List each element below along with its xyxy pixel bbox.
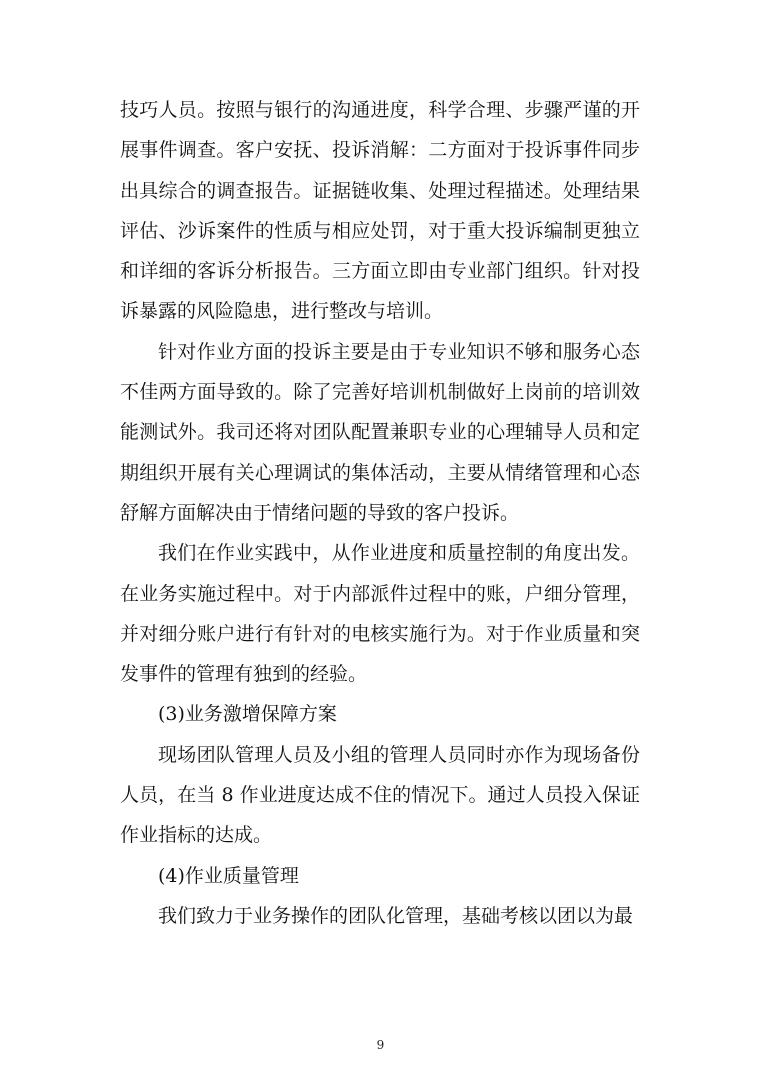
document-body	[120, 90, 640, 936]
paragraph-operation-practice: 我们在作业实践中，从作业进度和质量控制的角度出发。在业务实施过程中。对于内部派件过程中的账，户细分管理，并对细分账户进行有针对的电核实施行为。对于作业质量和突发事件的管理有独到的经验。	[120, 542, 640, 686]
section-heading-quality-management: (4)作业质量管理	[158, 864, 299, 887]
section-heading-surge-plan: (3)业务激增保障方案	[158, 703, 337, 726]
paragraph-quality-management: 我们致力于业务操作的团队化管理，基础考核以团以为最	[158, 904, 634, 927]
paragraph-surge-plan: 现场团队管理人员及小组的管理人员同时亦作为现场备份人员，在当 8 作业进度达成不住的情况下。通过人员投入保证作业指标的达成。	[120, 743, 640, 847]
page-number: 9	[376, 1038, 385, 1052]
paragraph-operation-complaints: 针对作业方面的投诉主要是由于专业知识不够和服务心态不佳两方面导致的。除了完善好培训机制做好上岗前的培训效能测试外。我司还将对团队配置兼职专业的心理辅导人员和定期组织开展有关心理调试的集体活动，主要从情绪管理和心态舒解方面解决由于情绪问题的导致的客户投诉。	[120, 340, 640, 524]
paragraph-complaint-handling: 技巧人员。按照与银行的沟通进度，科学合理、步骤严谨的开展事件调查。客户安抚、投诉消解：二方面对于投诉事件同步出具综合的调查报告。证据链收集、处理过程描述。处理结果评估、沙诉案件的性质与相应处罚，对于重大投诉编制更独立和详细的客诉分析报告。三方面立即由专业部门组织。针对投诉暴露的风险隐患，进行整改与培训。	[120, 99, 640, 323]
